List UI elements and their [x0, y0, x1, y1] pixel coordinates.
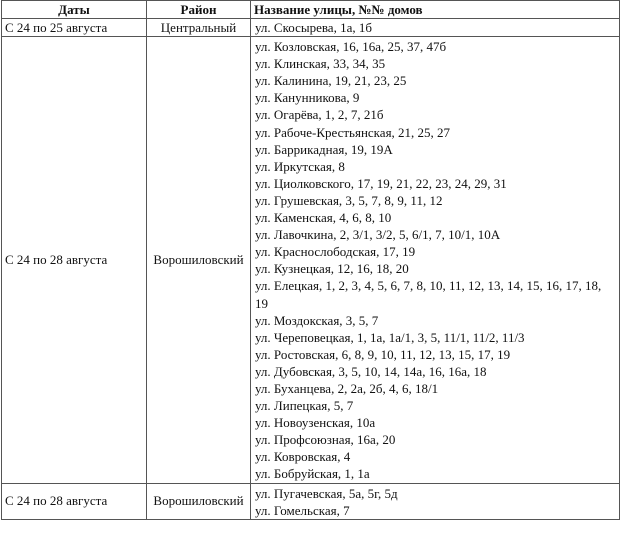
header-dates: Даты: [2, 1, 147, 19]
street-entry: ул. Лавочкина, 2, 3/1, 3/2, 5, 6/1, 7, 10/1, 10А: [255, 227, 501, 243]
row-dates: С 24 по 25 августа: [2, 19, 147, 37]
street-entry: ул. Калинина, 19, 21, 23, 25: [255, 73, 407, 89]
street-entry: ул. Скосырева, 1а, 1б: [255, 20, 372, 35]
street-entry: ул. Дубовская, 3, 5, 10, 14, 14а, 16, 16а, 18: [255, 363, 487, 379]
street-entry: ул. Иркутская, 8: [255, 158, 345, 174]
street-entry: ул. Краснослободская, 17, 19: [255, 244, 416, 260]
table-row: [2, 37, 620, 483]
street-entry: ул. Баррикадная, 19, 19А: [255, 141, 393, 157]
street-entry: ул. Череповецкая, 1, 1а, 1а/1, 3, 5, 11/1, 11/2, 11/3: [255, 329, 525, 345]
street-entry: ул. Ковровская, 4: [255, 449, 351, 465]
row-district: Центральный: [147, 19, 251, 37]
header-streets: Название улицы, №№ домов: [251, 1, 620, 19]
street-entry: ул. Буханцева, 2, 2а, 2б, 4, 6, 18/1: [255, 380, 439, 396]
row-streets: [251, 37, 620, 483]
street-entry: ул. Новоузенская, 10а: [255, 415, 376, 431]
row-streets: [251, 19, 620, 37]
row-dates: С 24 по 28 августа: [2, 37, 147, 483]
row-dates: С 24 по 28 августа: [2, 483, 147, 519]
street-entry: ул. Кузнецкая, 12, 16, 18, 20: [255, 261, 409, 277]
street-entry: ул. Профсоюзная, 16а, 20: [255, 432, 396, 448]
street-entry: ул. Пугачевская, 5а, 5г, 5д: [255, 485, 398, 501]
street-entry: ул. Рабоче-Крестьянская, 21, 25, 27: [255, 124, 451, 140]
table-row: [2, 19, 620, 37]
street-entry: ул. Каменская, 4, 6, 8, 10: [255, 210, 392, 226]
row-district: Ворошиловский: [147, 37, 251, 483]
street-entry: ул. Моздокская, 3, 5, 7: [255, 312, 379, 328]
street-entry: ул. Козловская, 16, 16а, 25, 37, 47б: [255, 39, 447, 55]
street-entry: ул. Бобруйская, 1, 1а: [255, 466, 370, 482]
street-entry: ул. Липецкая, 5, 7: [255, 398, 354, 414]
street-entry: ул. Клинская, 33, 34, 35: [255, 56, 386, 72]
street-entry: ул. Канунникова, 9: [255, 90, 360, 106]
header-district: Район: [147, 1, 251, 19]
row-streets: [251, 483, 620, 519]
schedule-table: [1, 0, 620, 520]
table-header-row: [2, 1, 620, 19]
table-row: [2, 483, 620, 519]
street-entry: ул. Гомельская, 7: [255, 502, 350, 518]
street-entry: ул. Елецкая, 1, 2, 3, 4, 5, 6, 7, 8, 10, 11, 12, 13, 14, 15, 16, 17, 18, 19: [255, 278, 602, 311]
row-district: Ворошиловский: [147, 483, 251, 519]
street-entry: ул. Грушевская, 3, 5, 7, 8, 9, 11, 12: [255, 192, 443, 208]
street-entry: ул. Циолковского, 17, 19, 21, 22, 23, 24, 29, 31: [255, 175, 507, 191]
street-entry: ул. Ростовская, 6, 8, 9, 10, 11, 12, 13, 15, 17, 19: [255, 346, 511, 362]
street-entry: ул. Огарёва, 1, 2, 7, 21б: [255, 107, 384, 123]
